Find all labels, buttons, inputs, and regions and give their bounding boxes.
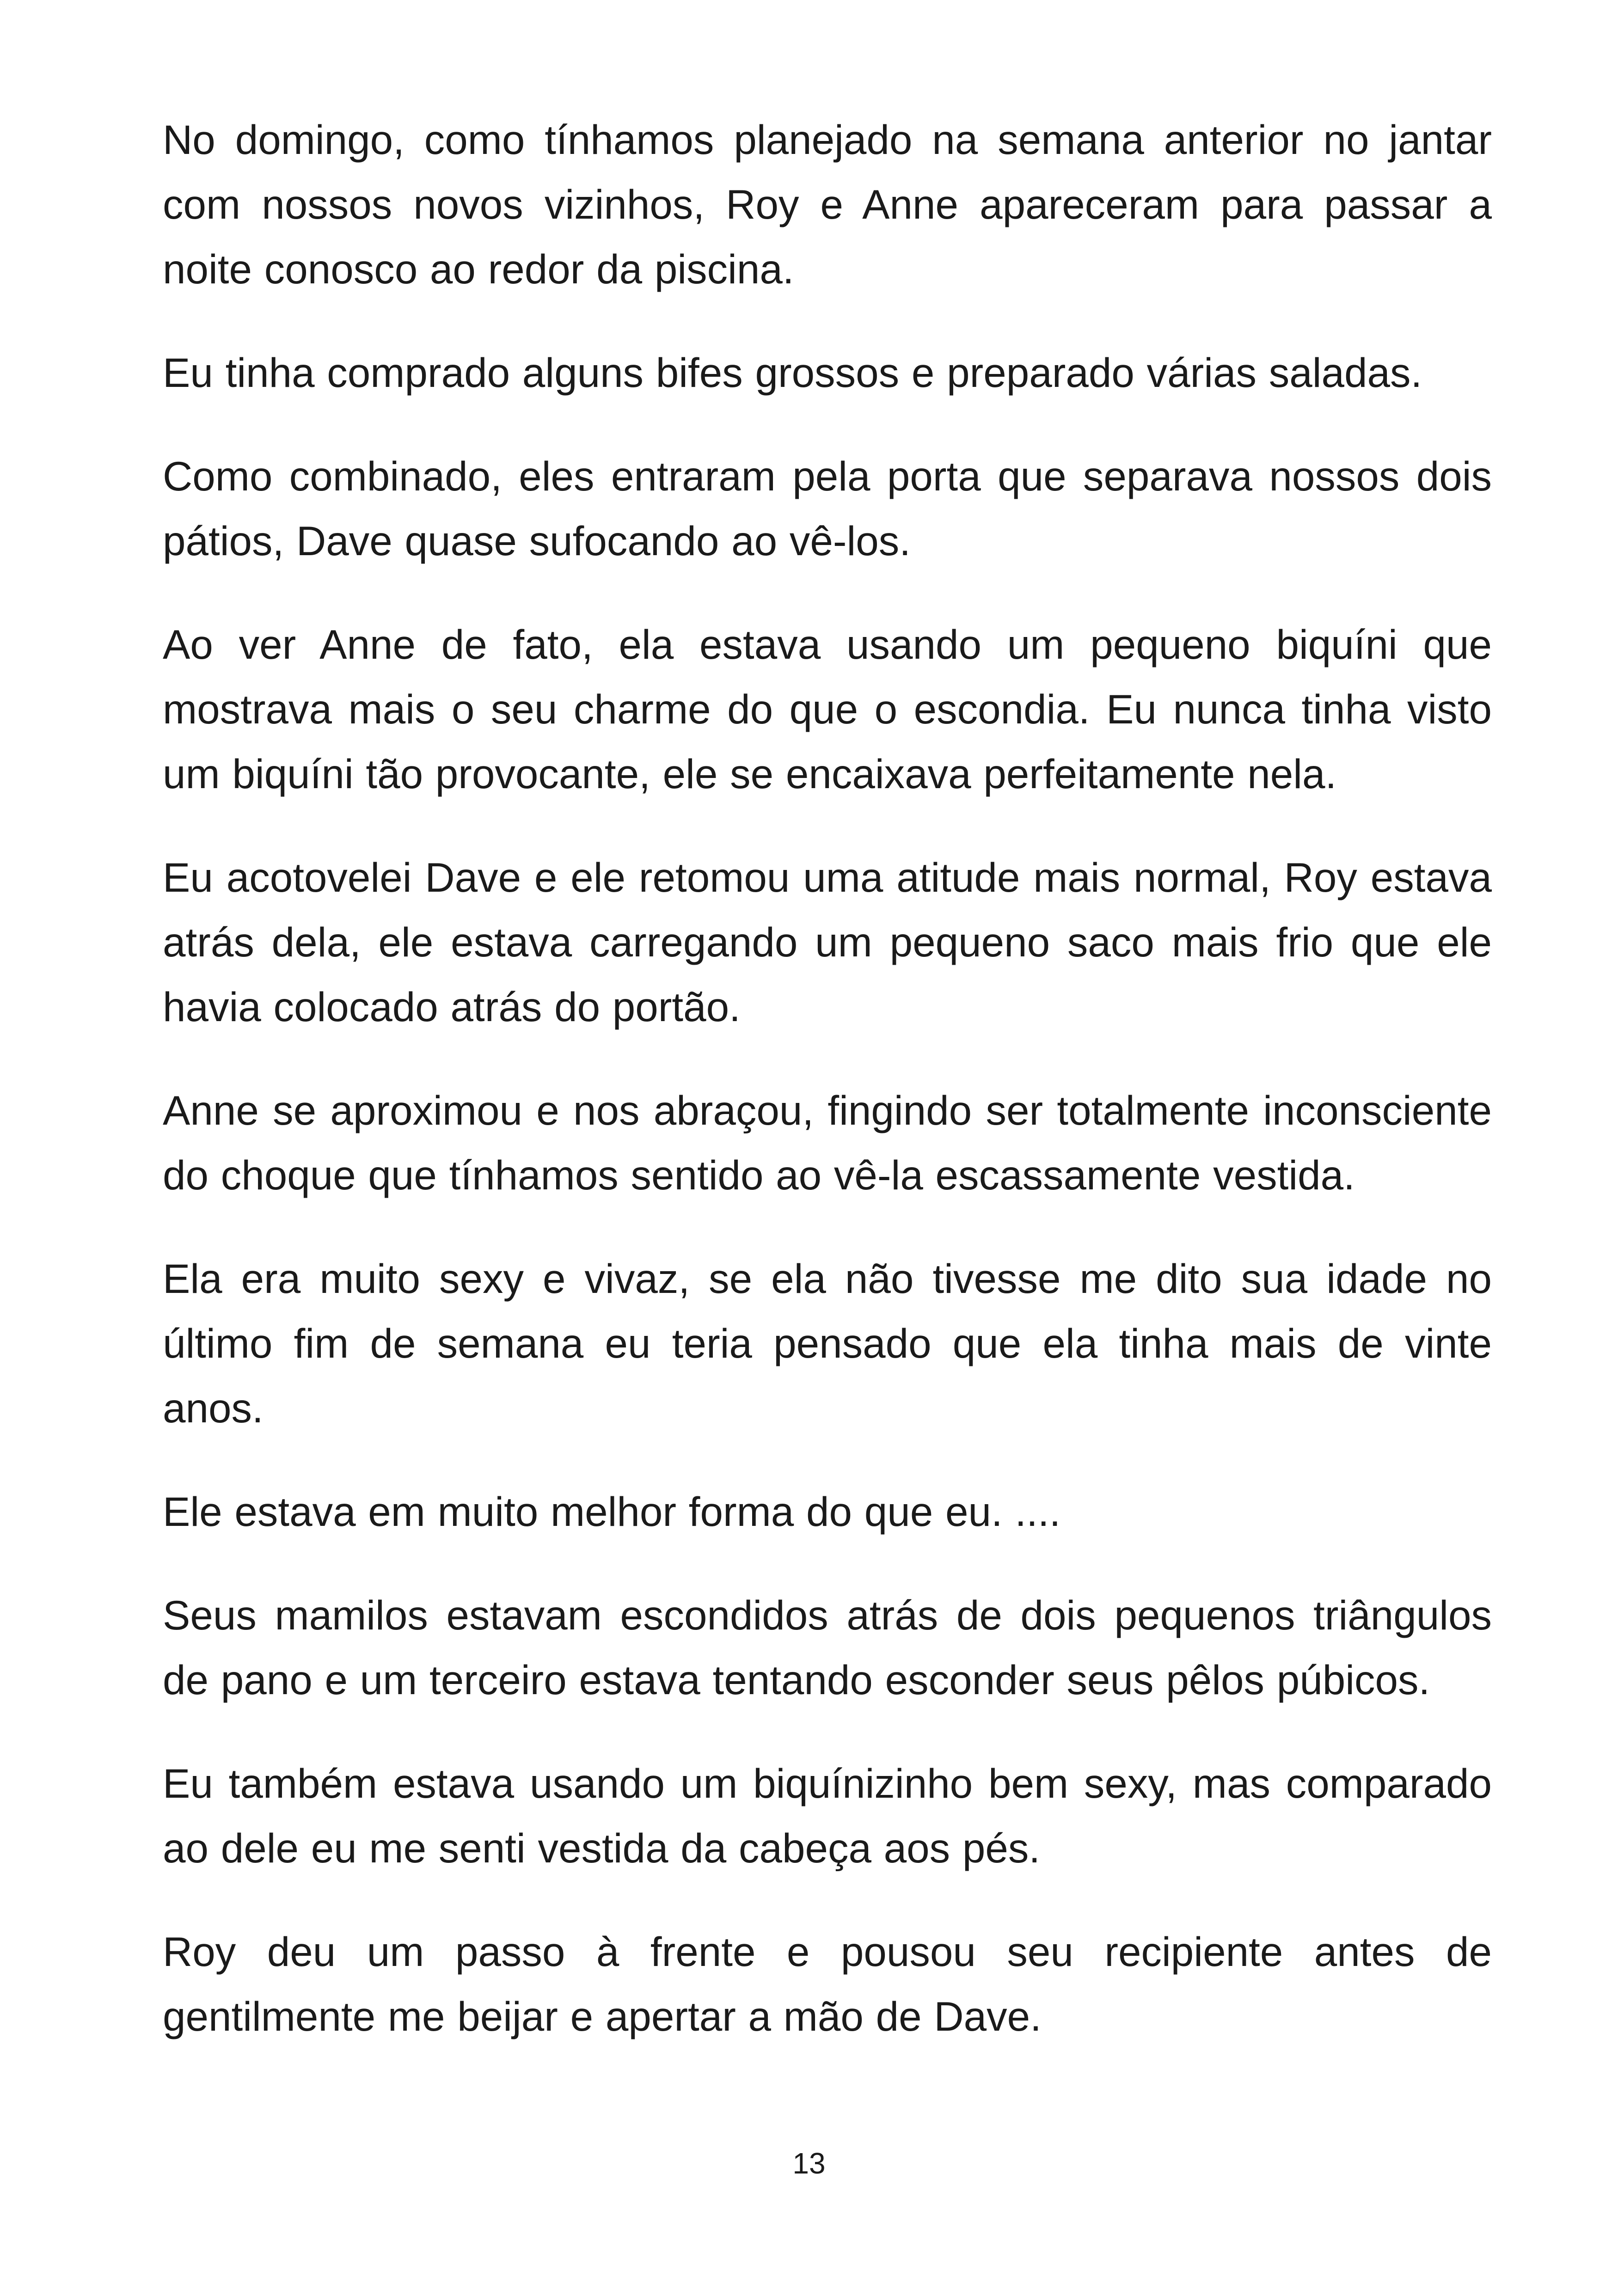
- paragraph: Eu tinha comprado alguns bifes grossos e preparado várias saladas.: [163, 349, 1422, 396]
- paragraph: Eu também estava usando um biquínizinho bem sexy, mas comparado ao dele eu me senti vestida da cabeça aos pés.: [163, 1760, 1492, 1871]
- document-body: [163, 107, 1492, 2088]
- paragraph: Como combinado, eles entraram pela porta que separava nossos dois pátios, Dave quase sufocando ao vê-los.: [163, 453, 1492, 564]
- paragraph: Eu acotovelei Dave e ele retomou uma atitude mais normal, Roy estava atrás dela, ele estava carregando um pequeno saco mais frio que ele havia colocado atrás do portão.: [163, 854, 1492, 1030]
- paragraph: Roy deu um passo à frente e pousou seu recipiente antes de gentilmente me beijar e apertar a mão de Dave.: [163, 1929, 1492, 2039]
- paragraph: Anne se aproximou e nos abraçou, fingindo ser totalmente inconsciente do choque que tínhamos sentido ao vê-la escassamente vestida.: [163, 1087, 1492, 1198]
- page-number: 13: [792, 2147, 826, 2180]
- paragraph: Seus mamilos estavam escondidos atrás de dois pequenos triângulos de pano e um terceiro estava tentando esconder seus pêlos púbicos.: [163, 1592, 1492, 1703]
- paragraph: Ela era muito sexy e vivaz, se ela não tivesse me dito sua idade no último fim de semana eu teria pensado que ela tinha mais de vinte anos.: [163, 1255, 1492, 1431]
- paragraph: Ao ver Anne de fato, ela estava usando um pequeno biquíni que mostrava mais o seu charme do que o escondia. Eu nunca tinha visto um biquíni tão provocante, ele se encaixava perfeitamente nela.: [163, 621, 1492, 797]
- paragraph: Ele estava em muito melhor forma do que eu. ....: [163, 1488, 1061, 1535]
- paragraph: No domingo, como tínhamos planejado na semana anterior no jantar com nossos novos vizinhos, Roy e Anne apareceram para passar a noite conosco ao redor da piscina.: [163, 116, 1492, 292]
